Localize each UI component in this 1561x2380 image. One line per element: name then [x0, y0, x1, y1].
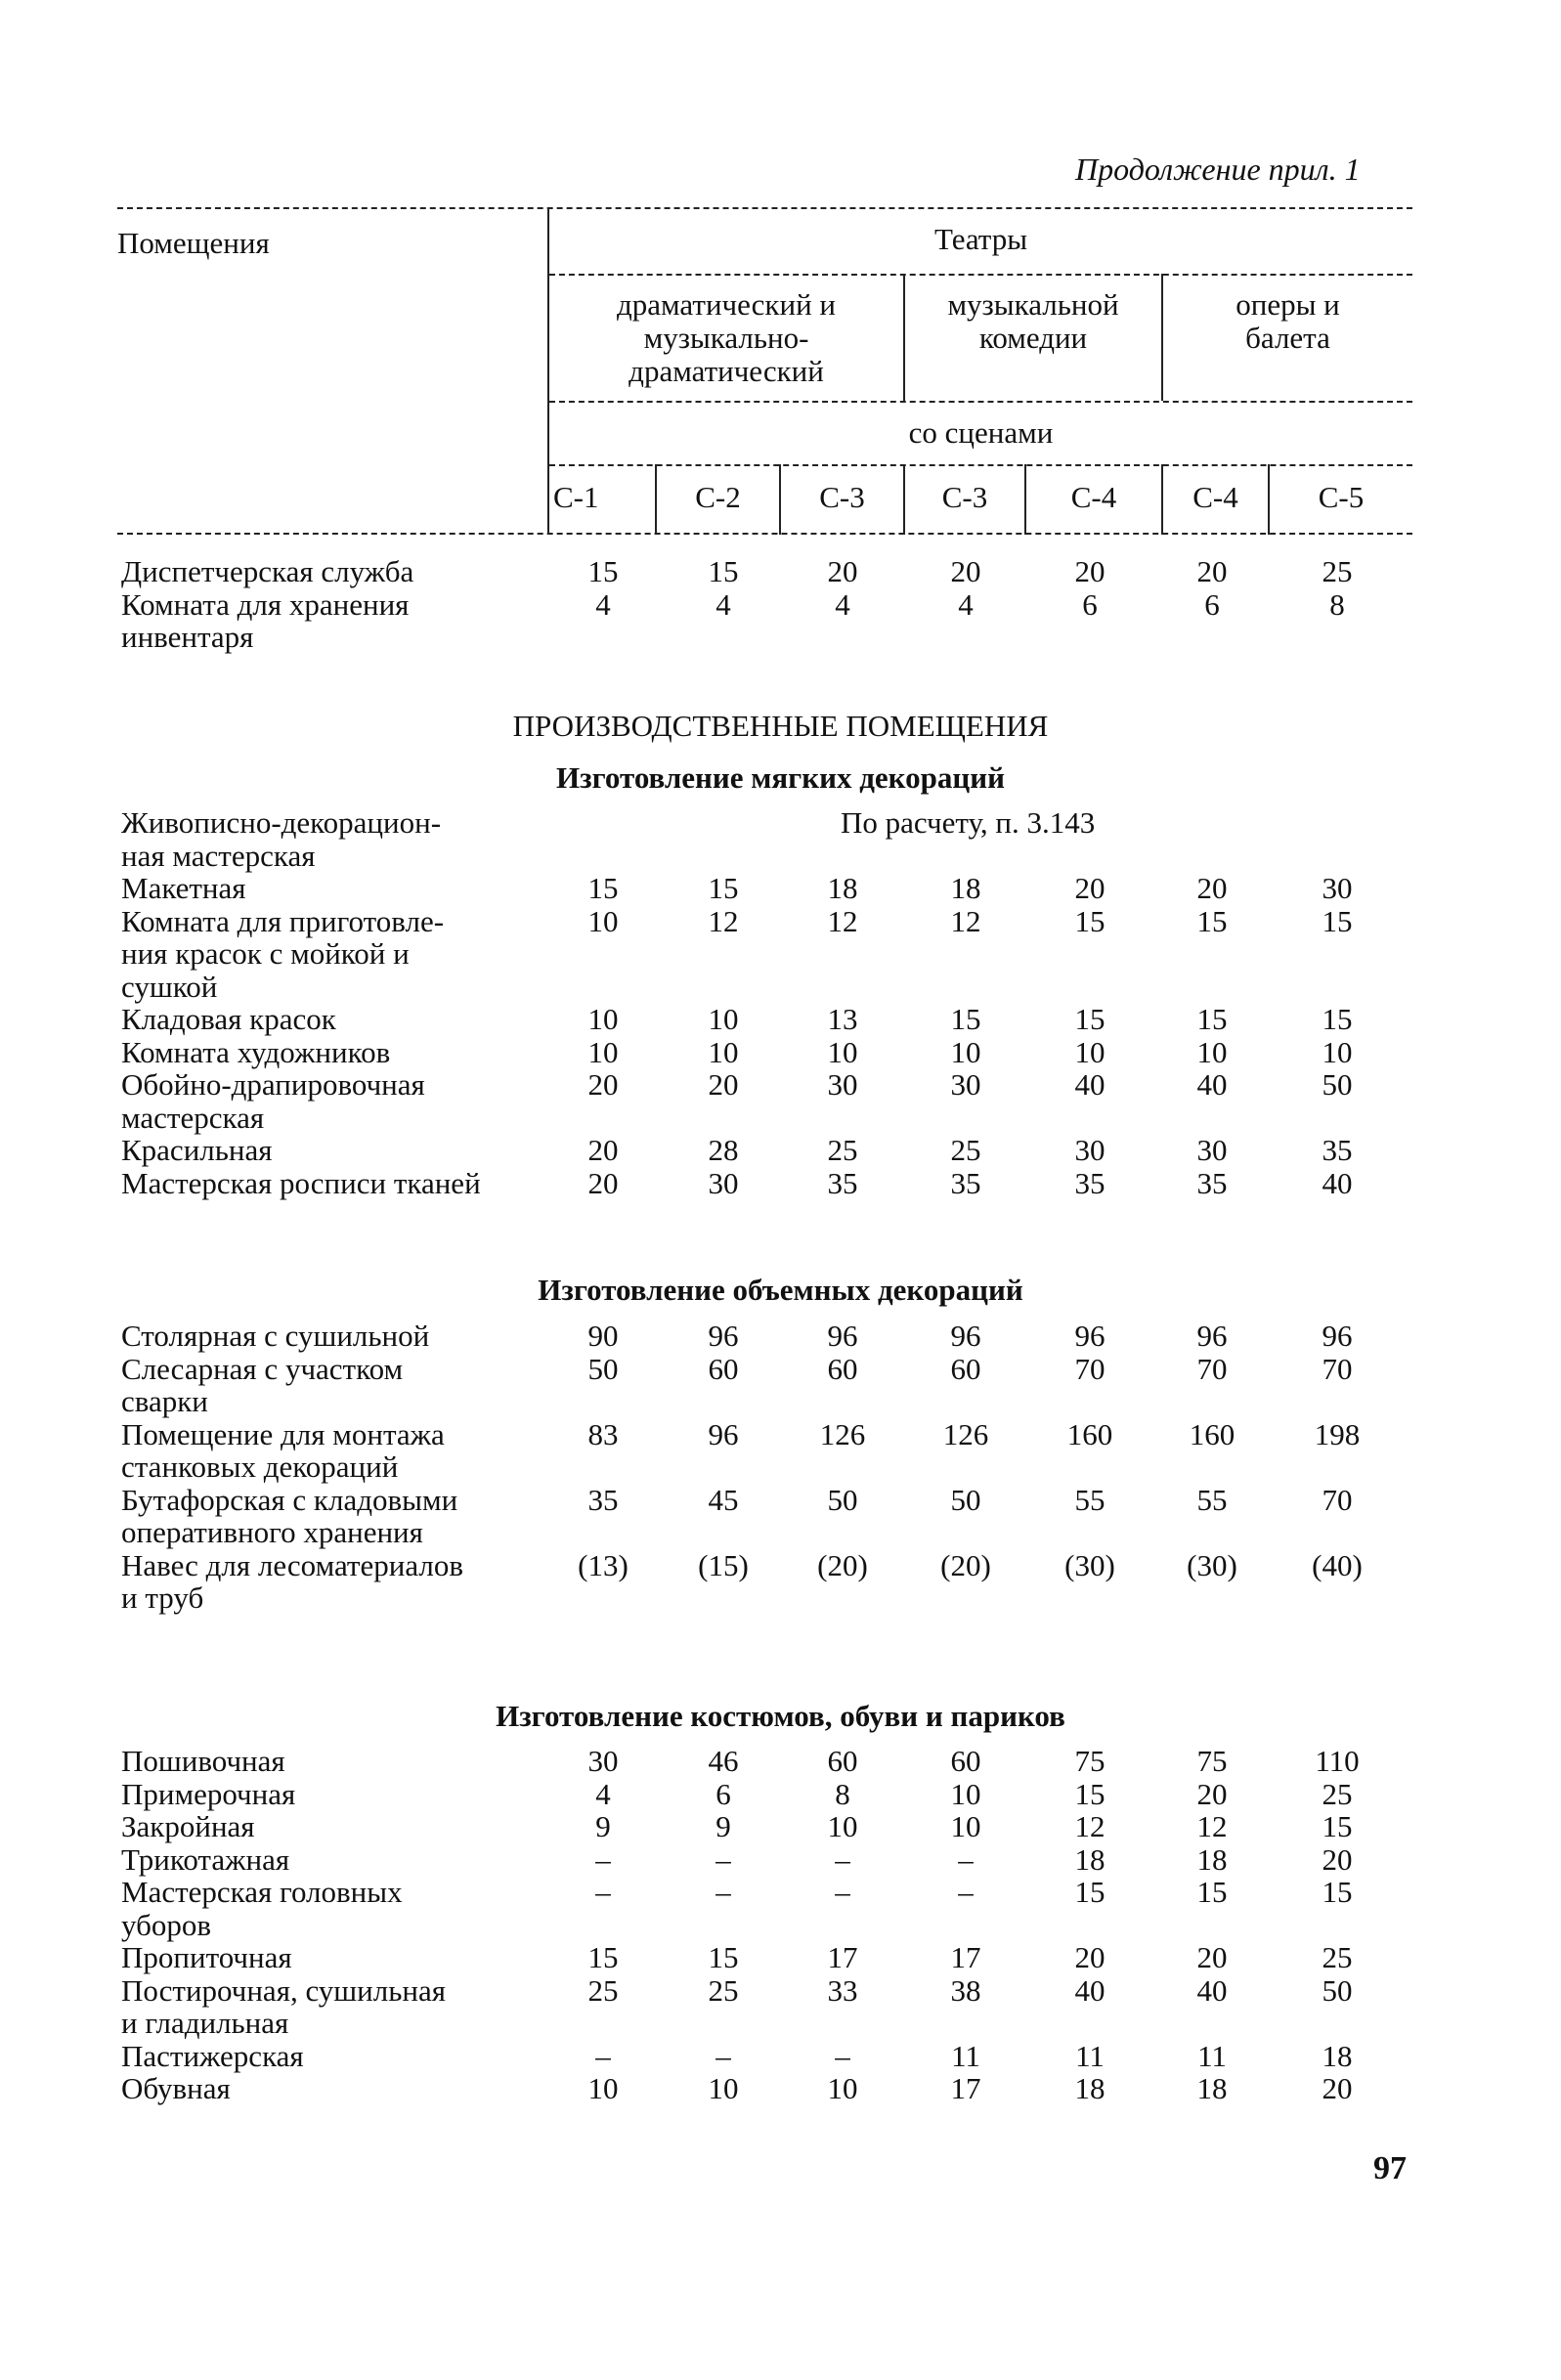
row-value: 20 [827, 554, 858, 588]
group-opera-header [1163, 288, 1412, 355]
theaters-header: Театры [933, 222, 1028, 256]
row-value: 96 [1322, 1319, 1353, 1353]
row-value: 40 [1322, 1165, 1353, 1200]
row-value: 20 [587, 1165, 619, 1200]
row-value: 110 [1315, 1744, 1360, 1778]
row-value: (20) [940, 1547, 991, 1582]
row-label: Живописно-декорацион- [121, 805, 442, 840]
row-label: Обувная [121, 2071, 231, 2105]
row-label: Постирочная, сушильная [121, 1972, 446, 2008]
stage-label: С-4 [1192, 480, 1238, 514]
row-value: – [715, 2038, 731, 2073]
section-volume-title: Изготовление объемных декораций [538, 1273, 1023, 1307]
section-costumes-title: Изготовление костюмов, обуви и париков [496, 1699, 1065, 1733]
row-value: 20 [587, 1067, 619, 1102]
row-value: 96 [950, 1319, 981, 1353]
row-value: 11 [1075, 2038, 1105, 2073]
groups-rule [549, 401, 1412, 403]
section-production-title: ПРОИЗВОДСТВЕННЫЕ ПОМЕЩЕНИЯ [512, 709, 1049, 743]
row-value: 10 [708, 2071, 739, 2105]
row-value: 20 [1074, 554, 1106, 588]
row-label: Макетная [121, 871, 246, 905]
row-value: 25 [708, 1972, 739, 2008]
row-value: 13 [827, 1002, 858, 1036]
row-value: 12 [708, 903, 739, 938]
row-label: Диспетчерская служба [121, 554, 414, 588]
row-value: 12 [827, 903, 858, 938]
row-label: Помещение для монтажа [121, 1416, 445, 1451]
group-opera-line: оперы и [1236, 287, 1340, 322]
row-label: Обойно-драпировочная [121, 1067, 425, 1102]
row-value: 35 [1196, 1165, 1228, 1200]
row-value: 25 [1322, 1776, 1353, 1811]
row-label: Пропиточная [121, 1940, 292, 1974]
row-value: 25 [950, 1133, 981, 1167]
row-value: 10 [950, 1809, 981, 1843]
row-value: 25 [1322, 1940, 1353, 1974]
row-value: 96 [708, 1319, 739, 1353]
row-value: (20) [817, 1547, 868, 1582]
row-label: оперативного хранения [121, 1515, 423, 1549]
row-value: 8 [835, 1776, 850, 1811]
row-value: 96 [1074, 1319, 1106, 1353]
row-value: (30) [1064, 1547, 1115, 1582]
row-value: 60 [708, 1351, 739, 1386]
row-value: 25 [1322, 554, 1353, 588]
row-value: 30 [1322, 871, 1353, 905]
row-value: 50 [587, 1351, 619, 1386]
row-value: 46 [708, 1744, 739, 1778]
row-value: 18 [1196, 1841, 1228, 1877]
row-value: – [595, 2038, 611, 2073]
row-value: 15 [708, 871, 739, 905]
row-value: – [715, 1875, 731, 1909]
row-value: 15 [1074, 1875, 1106, 1909]
row-value: 4 [835, 586, 850, 622]
row-value: 15 [708, 1940, 739, 1974]
group-drama-header [549, 288, 903, 388]
row-label: Комната художников [121, 1034, 391, 1069]
row-value: 10 [827, 1809, 858, 1843]
row-value: 30 [587, 1744, 619, 1778]
group-opera-line: балета [1245, 321, 1330, 355]
row-value: 18 [950, 871, 981, 905]
row-value: 160 [1189, 1416, 1236, 1451]
row-value: 15 [1074, 1776, 1106, 1811]
row-value: – [835, 2038, 850, 2073]
row-label: Трикотажная [121, 1841, 290, 1877]
row-value: 10 [587, 1034, 619, 1069]
stage-label: С-4 [1070, 480, 1117, 514]
row-value: 12 [950, 903, 981, 938]
header-top-rule [117, 207, 1412, 209]
row-value: 10 [708, 1002, 739, 1036]
row-value: 20 [1196, 554, 1228, 588]
row-value: 15 [1196, 1875, 1228, 1909]
row-value: 18 [1322, 2038, 1353, 2073]
row-value: 28 [708, 1133, 739, 1167]
row-label: Мастерская росписи тканей [121, 1165, 481, 1200]
row-value: 17 [950, 1940, 981, 1974]
stage-label: С-1 [553, 480, 599, 514]
row-label: уборов [121, 1907, 212, 1942]
row-value: 38 [950, 1972, 981, 2008]
row-value: 9 [595, 1809, 611, 1843]
row-value: 60 [827, 1351, 858, 1386]
row-label: Закройная [121, 1809, 255, 1843]
row-value: 35 [587, 1482, 619, 1517]
row-value: 10 [587, 2071, 619, 2105]
row-value: 11 [1197, 2038, 1227, 2073]
row-value: 18 [1074, 2071, 1106, 2105]
row-value: 25 [587, 1972, 619, 2008]
group-musical-line: комедии [978, 321, 1088, 355]
row-value: 15 [1196, 1002, 1228, 1036]
row-value: 15 [587, 1940, 619, 1974]
row-value: 35 [1322, 1133, 1353, 1167]
row-value: 20 [1196, 1776, 1228, 1811]
row-value: – [715, 1841, 731, 1877]
row-value: 20 [708, 1067, 739, 1102]
row-value: 50 [1322, 1972, 1353, 2008]
stage-label: С-5 [1318, 480, 1365, 514]
row-value: 15 [587, 554, 619, 588]
row-value: 4 [715, 586, 731, 622]
row-value: 75 [1196, 1744, 1228, 1778]
row-value: 60 [827, 1744, 858, 1778]
row-value: 70 [1196, 1351, 1228, 1386]
row-value: 12 [1074, 1809, 1106, 1843]
stage-label: С-2 [695, 480, 741, 514]
row-value: 10 [1322, 1034, 1353, 1069]
row-value: (40) [1312, 1547, 1363, 1582]
row-value: 83 [587, 1416, 619, 1451]
row-value: 40 [1074, 1067, 1106, 1102]
row-value: 20 [587, 1133, 619, 1167]
row-value: – [595, 1841, 611, 1877]
with-stages-header: со сценами [908, 415, 1054, 450]
row-value: 50 [950, 1482, 981, 1517]
row-value: 30 [1074, 1133, 1106, 1167]
row-value: 50 [1322, 1067, 1353, 1102]
row-label: Бутафорская с кладовыми [121, 1482, 458, 1517]
row-value: 35 [950, 1165, 981, 1200]
row-value: 4 [958, 586, 974, 622]
row-value: 20 [1074, 1940, 1106, 1974]
row-label: Пастижерская [121, 2038, 304, 2073]
row-value: 10 [1196, 1034, 1228, 1069]
row-value: 17 [827, 1940, 858, 1974]
row-label: мастерская [121, 1100, 265, 1135]
group-drama-line: драматический и [617, 287, 836, 322]
row-value: 10 [708, 1034, 739, 1069]
row-value: 30 [827, 1067, 858, 1102]
row-value: 55 [1074, 1482, 1106, 1517]
row-value: 20 [1074, 871, 1106, 905]
row-value: – [595, 1875, 611, 1909]
row-value: 96 [708, 1416, 739, 1451]
row-value: 6 [715, 1776, 731, 1811]
row-value: 10 [950, 1776, 981, 1811]
row-value: 126 [942, 1416, 989, 1451]
row-label: Комната для хранения [121, 586, 410, 622]
row-label: Столярная с сушильной [121, 1319, 430, 1353]
row-value: 40 [1196, 1972, 1228, 2008]
row-value: 10 [827, 2071, 858, 2105]
row-label: Примерочная [121, 1776, 296, 1811]
row-value: 17 [950, 2071, 981, 2105]
row-label: станковых декораций [121, 1450, 399, 1484]
row-value: 25 [827, 1133, 858, 1167]
row-value: (15) [698, 1547, 749, 1582]
group-drama-line: музыкально- [643, 321, 809, 355]
stage-label: С-3 [941, 480, 988, 514]
row-value: – [835, 1875, 850, 1909]
row-value: – [958, 1875, 974, 1909]
row-value: 15 [1322, 903, 1353, 938]
row-value: 96 [1196, 1319, 1228, 1353]
row-value: 15 [950, 1002, 981, 1036]
row-value: 55 [1196, 1482, 1228, 1517]
row-label: Пошивочная [121, 1744, 285, 1778]
row-value: 18 [1074, 1841, 1106, 1877]
row-value: – [958, 1841, 974, 1877]
row-value: 15 [1322, 1809, 1353, 1843]
row-value: 6 [1204, 586, 1220, 622]
row-value: 60 [950, 1351, 981, 1386]
row-label: инвентаря [121, 620, 254, 654]
row-value: 20 [1322, 1841, 1353, 1877]
row-value: 4 [595, 586, 611, 622]
row-span-note: По расчету, п. 3.143 [841, 805, 1096, 840]
row-value: 33 [827, 1972, 858, 2008]
row-value: 20 [1196, 871, 1228, 905]
row-value: (13) [578, 1547, 629, 1582]
row-value: 30 [950, 1067, 981, 1102]
row-value: – [835, 1841, 850, 1877]
row-value: 11 [951, 2038, 980, 2073]
row-value: 10 [1074, 1034, 1106, 1069]
row-label: ния красок с мойкой и [121, 936, 410, 971]
row-value: 96 [827, 1319, 858, 1353]
row-value: 15 [1322, 1875, 1353, 1909]
row-label: и труб [121, 1580, 204, 1615]
row-value: 10 [587, 1002, 619, 1036]
header-bottom-rule [117, 533, 1412, 535]
row-value: 70 [1322, 1482, 1353, 1517]
row-value: 18 [827, 871, 858, 905]
stage-label: С-3 [819, 480, 865, 514]
row-value: 10 [587, 903, 619, 938]
row-value: 70 [1322, 1351, 1353, 1386]
row-label: и гладильная [121, 2006, 289, 2040]
row-value: 198 [1314, 1416, 1361, 1451]
group-musical-line: музыкальной [947, 287, 1119, 322]
row-value: 60 [950, 1744, 981, 1778]
row-value: 126 [819, 1416, 866, 1451]
row-value: 35 [1074, 1165, 1106, 1200]
row-value: 50 [827, 1482, 858, 1517]
row-label: ная мастерская [121, 838, 316, 873]
row-label: сварки [121, 1384, 208, 1418]
row-value: 20 [950, 554, 981, 588]
row-value: 45 [708, 1482, 739, 1517]
section-soft-title: Изготовление мягких декораций [556, 760, 1005, 795]
group-musical-comedy-header [905, 288, 1161, 355]
row-value: 30 [1196, 1133, 1228, 1167]
row-value: 40 [1074, 1972, 1106, 2008]
row-value: 40 [1196, 1067, 1228, 1102]
row-label: Слесарная с участком [121, 1351, 404, 1386]
row-label: Кладовая красок [121, 1002, 336, 1036]
stages-rule [549, 464, 1412, 466]
row-value: 4 [595, 1776, 611, 1811]
row-value: (30) [1187, 1547, 1237, 1582]
row-value: 15 [1196, 903, 1228, 938]
row-value: 18 [1196, 2071, 1228, 2105]
rooms-header: Помещения [117, 226, 270, 260]
page-number: 97 [1373, 2150, 1407, 2186]
row-value: 10 [950, 1034, 981, 1069]
row-value: 90 [587, 1319, 619, 1353]
row-value: 20 [1322, 2071, 1353, 2105]
row-value: 8 [1329, 586, 1345, 622]
row-value: 12 [1196, 1809, 1228, 1843]
row-value: 10 [827, 1034, 858, 1069]
row-label: Красильная [121, 1133, 273, 1167]
row-value: 15 [587, 871, 619, 905]
row-value: 9 [715, 1809, 731, 1843]
row-label: Комната для приготовле- [121, 903, 445, 938]
row-label: Мастерская головных [121, 1875, 403, 1909]
row-value: 30 [708, 1165, 739, 1200]
row-value: 20 [1196, 1940, 1228, 1974]
row-value: 15 [708, 554, 739, 588]
continuation-note: Продолжение прил. 1 [1075, 151, 1361, 187]
row-value: 15 [1322, 1002, 1353, 1036]
row-value: 70 [1074, 1351, 1106, 1386]
row-value: 160 [1066, 1416, 1113, 1451]
group-drama-line: драматический [629, 354, 824, 388]
row-value: 35 [827, 1165, 858, 1200]
row-value: 15 [1074, 903, 1106, 938]
row-value: 75 [1074, 1744, 1106, 1778]
row-value: 15 [1074, 1002, 1106, 1036]
theaters-rule [549, 274, 1412, 276]
row-label: Навес для лесоматериалов [121, 1547, 463, 1582]
row-label: сушкой [121, 969, 218, 1004]
row-value: 6 [1082, 586, 1098, 622]
